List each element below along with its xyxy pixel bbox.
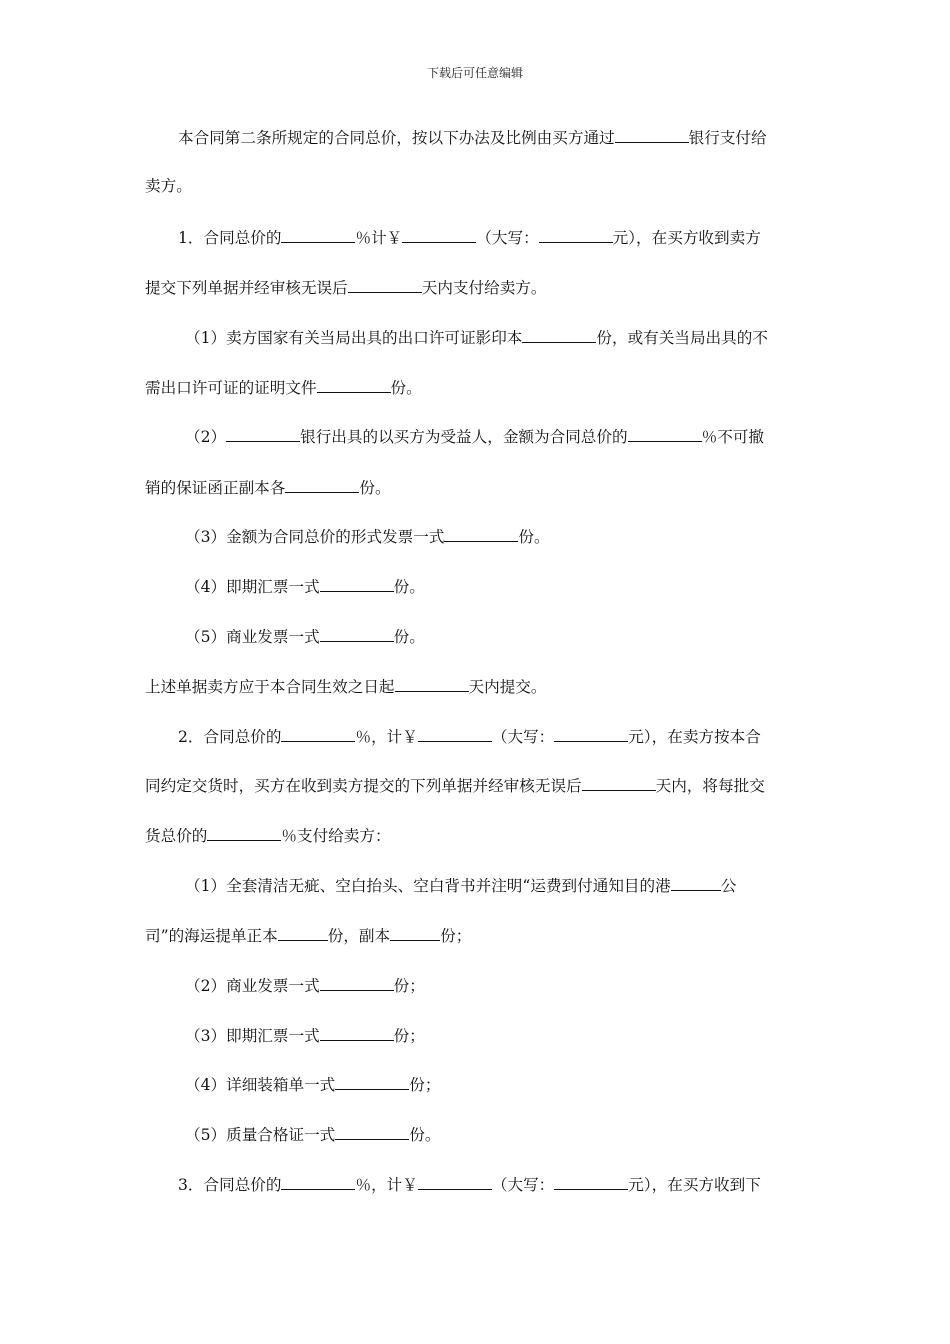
line-text: （5）质量合格证一式 xyxy=(185,1126,336,1144)
line-text: ％，计￥ xyxy=(355,1176,418,1194)
line-text: 份。 xyxy=(409,1126,441,1144)
paragraph-line xyxy=(145,175,192,197)
paragraph-line xyxy=(185,624,425,648)
line-text: （5）商业发票一式 xyxy=(185,628,320,646)
line-text: （1）全套清洁无疵、空白抬头、空白背书并注明“运费到付通知目的港 xyxy=(185,877,671,895)
line-text: 3．合同总价的 xyxy=(178,1176,282,1194)
line-text: 司”的海运提单正本 xyxy=(145,927,278,945)
paragraph-line xyxy=(185,1072,440,1096)
line-text: ％，计￥ xyxy=(355,728,418,746)
paragraph-line xyxy=(178,1172,761,1196)
line-text: 份。 xyxy=(393,578,425,596)
fill-in-blank xyxy=(317,375,391,393)
fill-in-blank xyxy=(335,1122,409,1140)
fill-in-blank xyxy=(582,773,656,791)
line-text: 份。 xyxy=(359,479,391,497)
fill-in-blank xyxy=(281,1172,355,1190)
fill-in-blank xyxy=(390,923,440,941)
paragraph-line xyxy=(185,524,550,548)
line-text: 元），在买方收到下 xyxy=(628,1176,761,1194)
line-text: 卖方。 xyxy=(145,177,192,195)
fill-in-blank xyxy=(671,873,721,891)
line-text: 货总价的 xyxy=(145,827,208,845)
fill-in-blank xyxy=(320,973,394,991)
fill-in-blank xyxy=(281,724,355,742)
page-header: 下载后可任意编辑 xyxy=(426,66,523,80)
line-text: ％支付给卖方： xyxy=(281,827,391,845)
line-text: （4）详细装箱单一式 xyxy=(185,1076,336,1094)
paragraph-line xyxy=(145,275,547,299)
fill-in-blank xyxy=(281,225,355,243)
line-text: 份，副本 xyxy=(327,927,391,945)
fill-in-blank xyxy=(226,424,300,442)
paragraph-line xyxy=(185,574,425,598)
line-text: （大写： xyxy=(476,229,539,247)
line-text: 份。 xyxy=(393,628,425,646)
line-text: 本合同第二条所规定的合同总价，按以下办法及比例由买方通过 xyxy=(178,129,615,147)
line-text: 1．合同总价的 xyxy=(178,229,282,247)
fill-in-blank xyxy=(615,125,689,143)
paragraph-line xyxy=(178,225,761,249)
line-text: （3）即期汇票一式 xyxy=(185,1027,320,1045)
fill-in-blank xyxy=(418,724,492,742)
fill-in-blank xyxy=(554,724,628,742)
line-text: （4）即期汇票一式 xyxy=(185,578,320,596)
line-text: （2） xyxy=(185,428,227,446)
line-text: 份； xyxy=(440,927,472,945)
line-text: 同约定交货时，买方在收到卖方提交的下列单据并经审核无误后 xyxy=(145,777,582,795)
paragraph-line xyxy=(145,773,765,797)
line-text: ％计￥ xyxy=(355,229,403,247)
line-text: 天内提交。 xyxy=(468,678,547,696)
line-text: 提交下列单据并经审核无误后 xyxy=(145,279,348,297)
paragraph-line xyxy=(145,923,471,947)
fill-in-blank xyxy=(207,823,281,841)
line-text: （大写： xyxy=(491,1176,555,1194)
fill-in-blank xyxy=(522,325,596,343)
line-text: 份，或有关当局出具的不 xyxy=(596,329,768,347)
line-text: 元），在卖方按本合 xyxy=(628,728,761,746)
line-text: 销的保证函正副本各 xyxy=(145,479,286,497)
line-text: （2）商业发票一式 xyxy=(185,977,320,995)
paragraph-line xyxy=(145,475,391,499)
line-text: 份； xyxy=(393,977,425,995)
line-text: 天内支付给卖方。 xyxy=(421,279,547,297)
fill-in-blank xyxy=(418,1172,492,1190)
line-text: 天内，将每批交 xyxy=(655,777,765,795)
line-text: 需出口许可证的证明文件 xyxy=(145,379,317,397)
fill-in-blank xyxy=(628,424,702,442)
paragraph-line xyxy=(185,1122,440,1146)
paragraph-line xyxy=(185,325,768,349)
line-text: 份； xyxy=(409,1076,441,1094)
paragraph-line xyxy=(145,375,422,399)
line-text: 份。 xyxy=(518,528,550,546)
fill-in-blank xyxy=(348,275,422,293)
fill-in-blank xyxy=(320,574,394,592)
paragraph-line xyxy=(178,125,767,149)
line-text: 元），在买方收到卖方 xyxy=(612,229,761,247)
fill-in-blank xyxy=(278,923,328,941)
paragraph-line xyxy=(185,424,764,448)
line-text: 2．合同总价的 xyxy=(178,728,282,746)
fill-in-blank xyxy=(285,475,359,493)
paragraph-line xyxy=(185,973,425,997)
fill-in-blank xyxy=(395,674,469,692)
fill-in-blank xyxy=(554,1172,628,1190)
line-text: 公 xyxy=(720,877,737,895)
line-text: 份； xyxy=(393,1027,425,1045)
line-text: 份。 xyxy=(390,379,422,397)
paragraph-line xyxy=(185,873,736,897)
line-text: 银行支付给 xyxy=(688,129,767,147)
line-text: ％不可撤 xyxy=(701,428,764,446)
line-text: 上述单据卖方应于本合同生效之日起 xyxy=(145,678,395,696)
fill-in-blank xyxy=(402,225,476,243)
fill-in-blank xyxy=(320,624,394,642)
paragraph-line xyxy=(145,823,391,847)
fill-in-blank xyxy=(320,1023,394,1041)
paragraph-line xyxy=(145,674,547,698)
line-text: （大写： xyxy=(491,728,555,746)
paragraph-line xyxy=(178,724,761,748)
line-text: （1）卖方国家有关当局出具的出口许可证影印本 xyxy=(185,329,523,347)
line-text: （3）金额为合同总价的形式发票一式 xyxy=(185,528,445,546)
fill-in-blank xyxy=(539,225,613,243)
fill-in-blank xyxy=(335,1072,409,1090)
paragraph-line xyxy=(185,1023,425,1047)
line-text: 银行出具的以买方为受益人，金额为合同总价的 xyxy=(300,428,628,446)
fill-in-blank xyxy=(444,524,518,542)
